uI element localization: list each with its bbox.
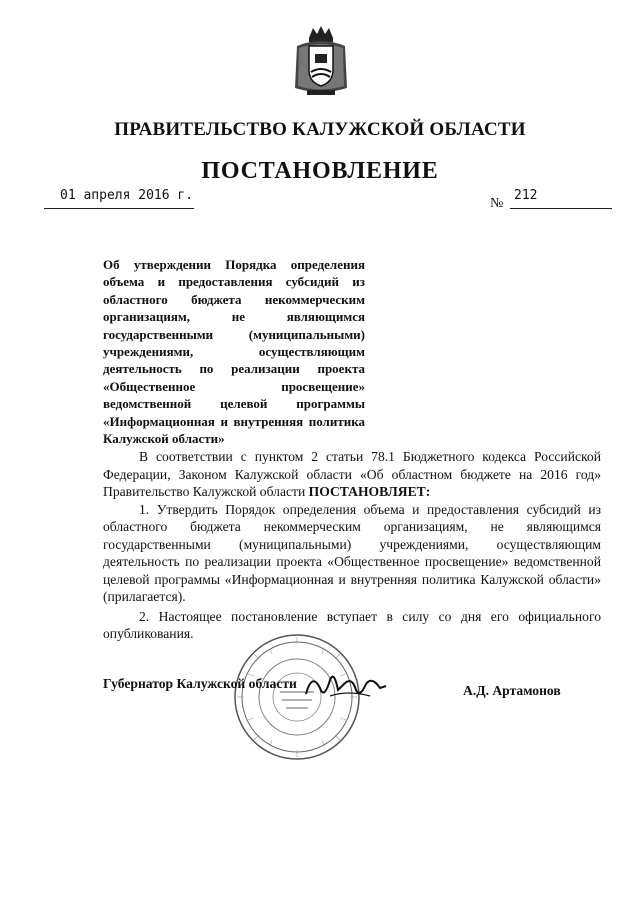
document-number-field — [510, 188, 612, 209]
item-2-paragraph: 2. Настоящее постановление вступает в силу со дня его официального опубликования. — [103, 608, 601, 641]
handwritten-signature-icon — [300, 666, 390, 706]
signer-name: А.Д. Артамонов — [463, 683, 561, 698]
document-number: 212 — [514, 188, 538, 203]
resolves-keyword: ПОСТАНОВЛЯЕТ: — [308, 484, 431, 499]
item-1-paragraph: 1. Утвердить Порядок определения объема и предоставления субсидий из областного бюджета некоммерческим организациям, не являющимся государственными (муниципальными) учреждениями, осуществляющим деятельность по реализации проекта «Общественное просвещение» ведомственной целевой программы «Информационная и внутренняя политика Калужской области» (прилагается). — [103, 501, 601, 604]
document-date: 01 апреля 2016 г. — [60, 188, 194, 203]
intro-paragraph — [103, 448, 601, 501]
kaluga-coat-of-arms-icon — [293, 24, 349, 100]
document-body — [103, 448, 601, 643]
document-subject: Об утверждении Порядка определения объема и предоставления субсидий из областного бюджета некоммерческим организациям, не являющимся государственными (муниципальными) учреждениями, осуществляющим деятельность по реализации проекта «Общественное просвещение» ведомственной целевой программы «Информационная и внутренняя политика Калужской области» — [103, 257, 365, 447]
government-title: ПРАВИТЕЛЬСТВО КАЛУЖСКОЙ ОБЛАСТИ — [114, 119, 526, 140]
intro-text: В соответствии с пунктом 2 статьи 78.1 Бюджетного кодекса Российской Федерации, Законом Калужской области «Об областном бюджете на 2016 год» Правительство Калужской области — [103, 449, 601, 499]
signer-position: Губернатор Калужской области — [103, 676, 297, 691]
document-type-title: ПОСТАНОВЛЕНИЕ — [201, 158, 439, 184]
number-sign: № — [490, 196, 504, 211]
document-date-field — [44, 188, 194, 209]
